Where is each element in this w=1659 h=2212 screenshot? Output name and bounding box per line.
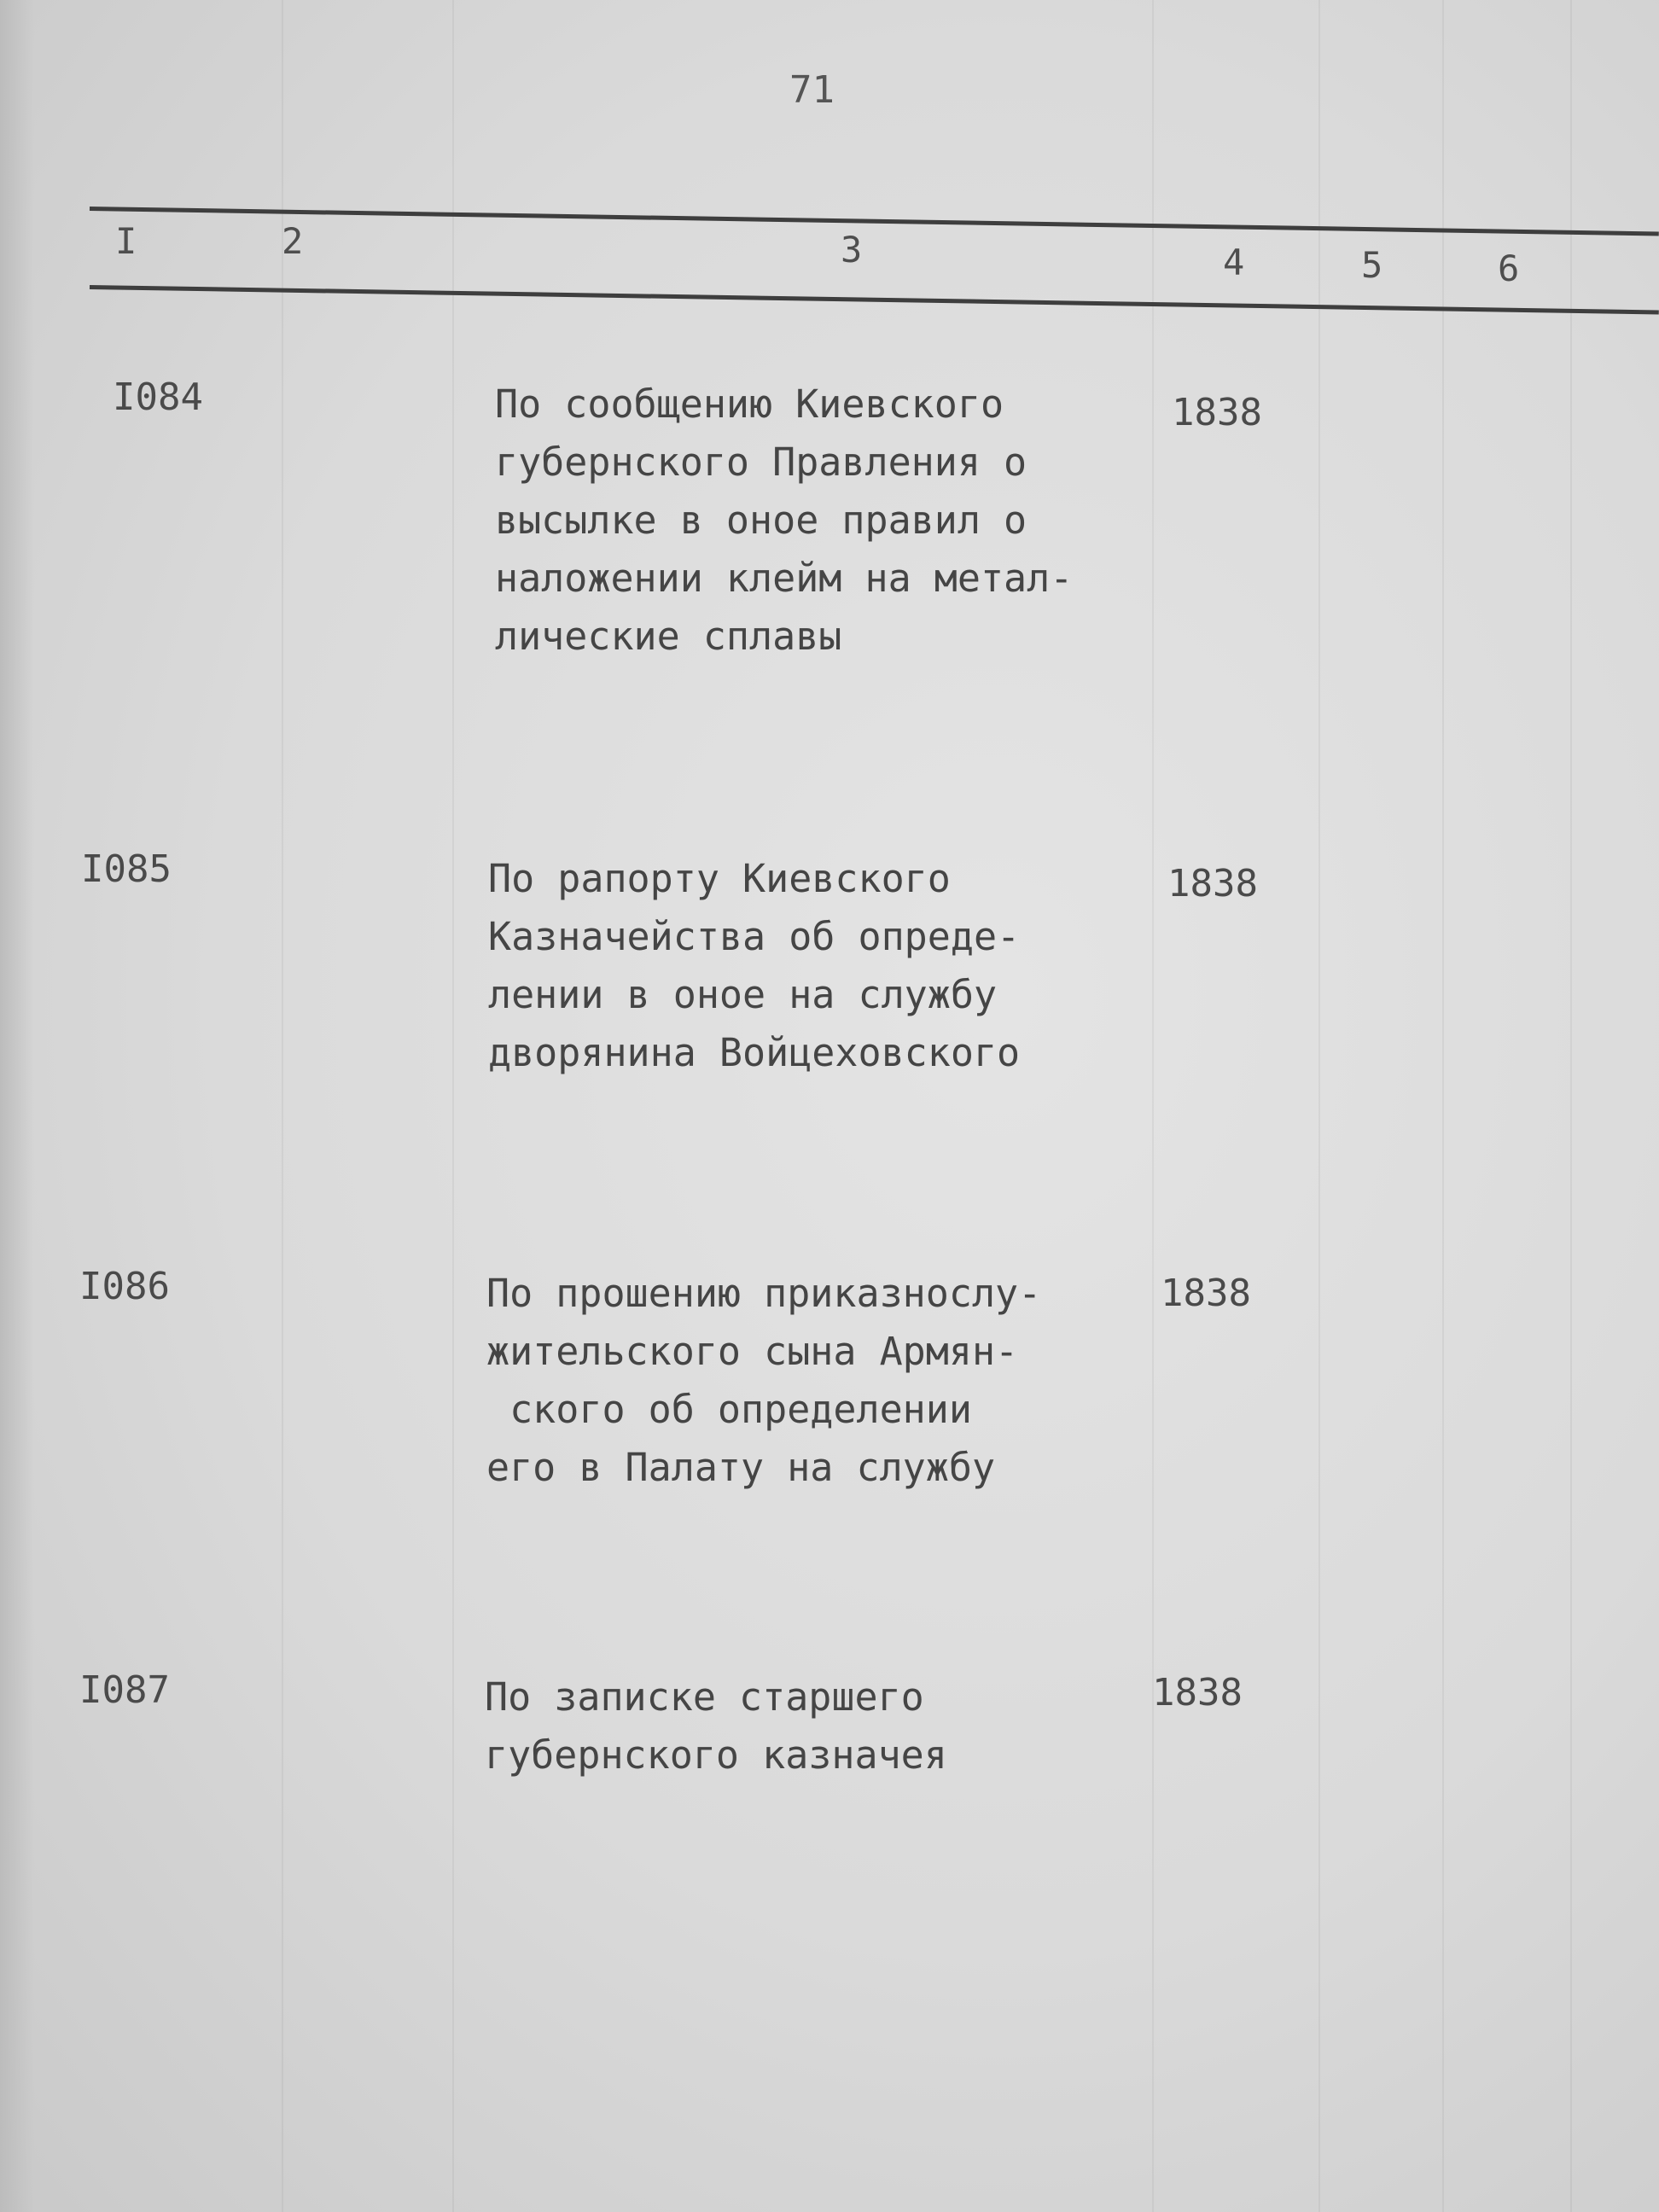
column-header-1: I xyxy=(115,220,137,262)
entry-year: 1838 xyxy=(1172,391,1262,434)
entry-number: I085 xyxy=(81,847,172,891)
column-guide-line xyxy=(1442,0,1444,2212)
entry-year: 1838 xyxy=(1152,1671,1243,1714)
column-header-6: 6 xyxy=(1498,247,1520,289)
entry-number: I084 xyxy=(113,375,203,419)
entry-description: По записке старшего губернского казначея xyxy=(485,1674,947,1778)
table-header-top-rule xyxy=(90,207,1659,236)
column-header-2: 2 xyxy=(282,220,304,262)
entry-year: 1838 xyxy=(1161,1272,1251,1315)
page-number: 71 xyxy=(789,68,835,112)
entry-year: 1838 xyxy=(1167,862,1258,905)
column-header-4: 4 xyxy=(1223,242,1245,283)
entry-description: По прошению приказнослу- жительского сына Армян- ского об определении его в Палату на службу xyxy=(486,1271,1042,1490)
table-header-bottom-rule xyxy=(90,285,1659,315)
column-guide-line xyxy=(1318,0,1320,2212)
entry-number: I087 xyxy=(79,1668,170,1712)
entry-description: По рапорту Киевского Казначейства об опреде- лении в оное на службу дворянина Войцеховского xyxy=(488,856,1021,1075)
column-guide-line xyxy=(1152,0,1154,2212)
entry-description: По сообщению Киевского губернского Правления о высылке в оное правил о наложении клейм на метал- лические сплавы xyxy=(495,381,1074,659)
column-header-5: 5 xyxy=(1361,244,1383,286)
entry-number: I086 xyxy=(79,1265,170,1308)
column-guide-line xyxy=(1570,0,1572,2212)
page-edge-shadow xyxy=(0,0,34,2212)
column-guide-line xyxy=(282,0,283,2212)
column-header-3: 3 xyxy=(841,229,863,271)
column-guide-line xyxy=(452,0,454,2212)
